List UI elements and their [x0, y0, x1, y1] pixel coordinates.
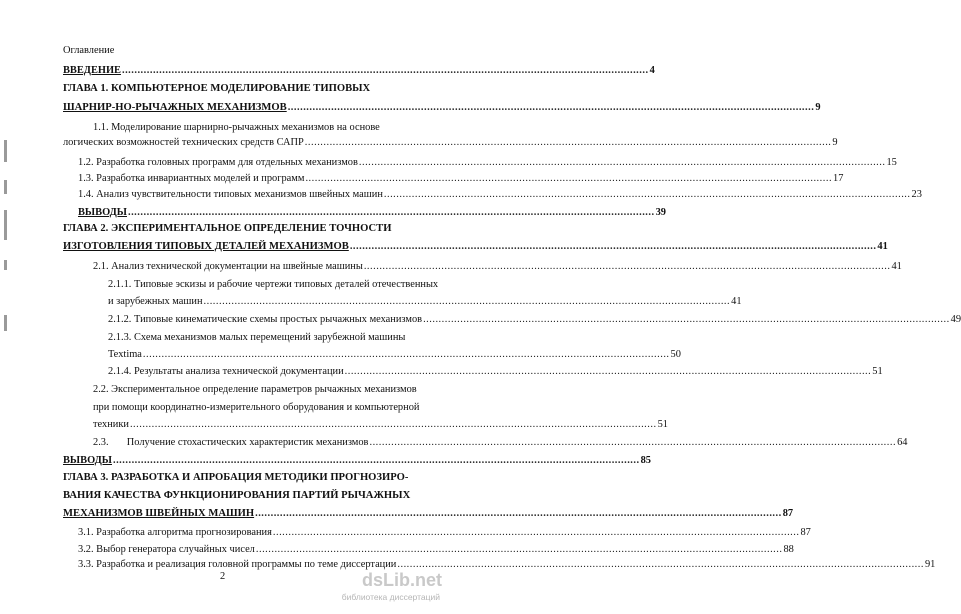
toc-entry-page: 51: [872, 366, 883, 377]
toc-leader-dots: [128, 206, 655, 219]
toc-entry-page: 91: [924, 559, 936, 570]
toc-entry-page: 50: [670, 349, 681, 360]
toc-entry-text: и зарубежных машин: [108, 296, 203, 307]
toc-entry-page: 87: [800, 527, 811, 538]
toc-leader-dots: [255, 507, 782, 520]
toc-entry-text: 3.1. Разработка алгоритма прогнозирования: [78, 527, 272, 538]
toc-2-3[interactable]: [93, 436, 908, 449]
toc-entry-page: 9: [815, 102, 821, 113]
toc-3-2[interactable]: [78, 543, 794, 556]
toc-1-1[interactable]: [63, 136, 838, 149]
toc-entry-text: МЕХАНИЗМОВ ШВЕЙНЫХ МАШИН: [63, 508, 255, 519]
toc-entry-page: 85: [640, 455, 651, 466]
toc-2-1-1[interactable]: [108, 295, 742, 308]
toc-entry-page: 4: [649, 65, 655, 76]
toc-entry-text: 2.1.4. Результаты анализа технической документации: [108, 366, 344, 377]
page-number: 2: [220, 571, 226, 582]
toc-entry-text: 1.2. Разработка головных программ для отдельных механизмов: [78, 157, 358, 168]
toc-entry-page: 9: [832, 137, 838, 148]
toc-leader-dots: [288, 101, 815, 114]
toc-entry-text: 1.4. Анализ чувствительности типовых механизмов швейных машин: [78, 189, 383, 200]
toc-entry-page: 15: [886, 157, 897, 168]
toc-entry-page: 41: [731, 296, 742, 307]
toc-entry-page: 49: [950, 314, 961, 325]
toc-entry-page: 51: [657, 419, 668, 430]
toc-1-3[interactable]: [78, 172, 844, 185]
toc-entry-text: 1.3. Разработка инвариантных моделей и программ: [78, 173, 305, 184]
toc-1-2[interactable]: [78, 156, 897, 169]
watermark-logo: dsLib.net: [362, 570, 442, 590]
toc-leader-dots: [397, 558, 924, 571]
toc-leader-dots: [384, 188, 911, 201]
toc-chapter-3-line1[interactable]: ГЛАВА 3. РАЗРАБОТКА И АПРОБАЦИЯ МЕТОДИКИ ПРОГНОЗИРО-: [63, 472, 409, 483]
toc-entry-text: 3.3. Разработка и реализация головной программы по теме диссертации: [78, 559, 397, 570]
toc-entry-page: 23: [911, 189, 922, 200]
watermark-subtitle: библиотека диссертаций: [341, 592, 440, 602]
toc-entry-page: 87: [782, 508, 794, 519]
toc-title: Оглавление: [63, 45, 115, 56]
toc-entry-page: 39: [655, 207, 666, 218]
toc-entry-page: 41: [877, 241, 888, 252]
toc-chapter-2-line1[interactable]: ГЛАВА 2. ЭКСПЕРИМЕНТАЛЬНОЕ ОПРЕДЕЛЕНИЕ ТОЧНОСТИ: [63, 223, 392, 234]
toc-leader-dots: [122, 64, 649, 77]
toc-leader-dots: [359, 156, 886, 169]
toc-entry-intro[interactable]: [63, 64, 655, 77]
scan-artifact-marks: [4, 140, 12, 340]
toc-2-2-line1[interactable]: 2.2. Экспериментальное определение параметров рычажных механизмов: [93, 384, 417, 395]
watermark: [332, 570, 442, 604]
toc-entry-text: Textima: [108, 349, 142, 360]
toc-2-1-3[interactable]: [108, 348, 681, 361]
toc-leader-dots: [305, 172, 832, 185]
toc-2-2-line2[interactable]: при помощи координатно-измерительного оборудования и компьютерной: [93, 402, 420, 413]
toc-leader-dots: [113, 454, 640, 467]
toc-2-1-3-line1[interactable]: 2.1.3. Схема механизмов малых перемещений зарубежной машины: [108, 332, 406, 343]
toc-chapter-1[interactable]: [63, 101, 821, 114]
toc-2-1[interactable]: [93, 260, 902, 273]
toc-1-4[interactable]: [78, 188, 922, 201]
toc-entry-text: 3.2. Выбор генератора случайных чисел: [78, 544, 255, 555]
toc-leader-dots: [364, 260, 891, 273]
toc-entry-page: 64: [897, 437, 908, 448]
toc-entry-text: 2.1. Анализ технической документации на швейные машины: [93, 261, 363, 272]
toc-leader-dots: [369, 436, 896, 449]
toc-entry-text: ВЫВОДЫ: [63, 455, 112, 466]
toc-leader-dots: [273, 526, 800, 539]
toc-conclusions-1[interactable]: [78, 206, 666, 219]
toc-2-1-4[interactable]: [108, 365, 883, 378]
toc-1-1-line1[interactable]: 1.1. Моделирование шарнирно-рычажных механизмов на основе: [93, 122, 380, 133]
toc-leader-dots: [204, 295, 731, 308]
toc-2-2[interactable]: [93, 418, 668, 431]
toc-entry-text: техники: [93, 419, 129, 430]
toc-entry-text: 2.1.2. Типовые кинематические схемы простых рычажных механизмов: [108, 314, 423, 325]
toc-leader-dots: [130, 418, 657, 431]
toc-entry-text: логических возможностей технических средств САПР: [63, 137, 304, 148]
toc-chapter-3[interactable]: [63, 507, 794, 520]
toc-leader-dots: [305, 136, 832, 149]
toc-entry-text: 2.3. Получение стохастических характеристик механизмов: [93, 437, 369, 448]
toc-leader-dots: [143, 348, 670, 361]
toc-3-1[interactable]: [78, 526, 811, 539]
toc-entry-page: 17: [833, 173, 844, 184]
toc-entry-text: ИЗГОТОВЛЕНИЯ ТИПОВЫХ ДЕТАЛЕЙ МЕХАНИЗМОВ: [63, 241, 349, 252]
toc-entry-text: ВЫВОДЫ: [78, 207, 127, 218]
toc-chapter-2[interactable]: [63, 240, 888, 253]
toc-2-1-2[interactable]: [108, 313, 961, 326]
toc-chapter-1-line1[interactable]: ГЛАВА 1. КОМПЬЮТЕРНОЕ МОДЕЛИРОВАНИЕ ТИПОВЫХ: [63, 83, 371, 94]
toc-entry-text: ВВЕДЕНИЕ: [63, 65, 121, 76]
toc-leader-dots: [423, 313, 950, 326]
toc-leader-dots: [350, 240, 877, 253]
toc-entry-page: 41: [891, 261, 902, 272]
toc-entry-page: 88: [783, 544, 794, 555]
toc-leader-dots: [256, 543, 783, 556]
toc-conclusions-2[interactable]: [63, 454, 651, 467]
toc-leader-dots: [345, 365, 872, 378]
toc-chapter-3-line2[interactable]: ВАНИЯ КАЧЕСТВА ФУНКЦИОНИРОВАНИЯ ПАРТИЙ РЫЧАЖНЫХ: [63, 490, 411, 501]
toc-2-1-1-line1[interactable]: 2.1.1. Типовые эскизы и рабочие чертежи типовых деталей отечественных: [108, 279, 439, 290]
toc-entry-text: ШАРНИР-НО-РЫЧАЖНЫХ МЕХАНИЗМОВ: [63, 102, 287, 113]
